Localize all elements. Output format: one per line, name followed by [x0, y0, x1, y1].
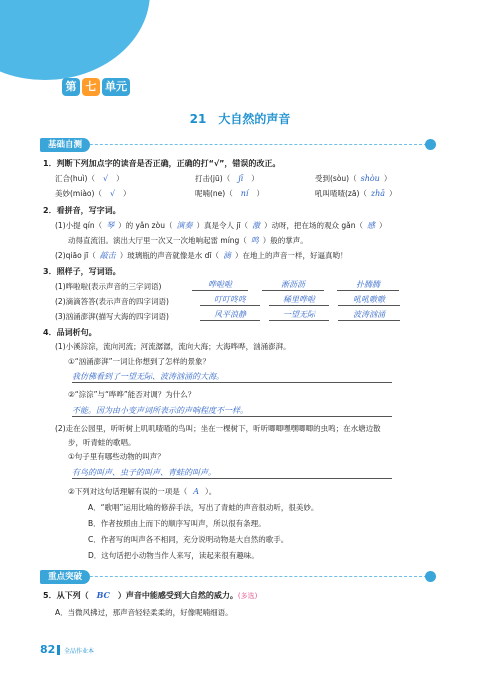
- q4-option-a: A．“歌唱”运用比喻的修辞手法，写出了青蛙的声音很动听，很美妙。: [88, 503, 319, 512]
- q3-row-2-ans-3: 吼吼嗷嗷: [338, 294, 400, 306]
- q3-row-2-label: (2)滴滴答答(表示声音的四字词语): [55, 297, 169, 306]
- section-end-dot: [425, 139, 436, 150]
- q4-s2-question-2: ②下列对这句话理解有误的一项是（ A ）。: [68, 487, 217, 496]
- q4-s1-question-1: ①“汹涌澎湃”一词让你想到了怎样的景象？: [68, 357, 210, 366]
- q4-sentence-2-cont: 步，听青蛙的歌唱。: [68, 438, 136, 447]
- q3-stem: 3．照样子，写词语。: [43, 267, 121, 276]
- q3-row-1-label: (1)哗啦啦(表示声音的三字词语): [55, 282, 162, 291]
- section-key: [40, 570, 432, 584]
- q3-row-2-ans-1: 叮叮咚咚: [200, 294, 260, 306]
- q4-s1-question-2: ②“淙淙”与“哗哗”能否对调？为什么？: [68, 390, 196, 399]
- q1-item-5: 呢喃(ne)（ ní ）: [195, 189, 264, 198]
- lesson-title: [0, 110, 480, 127]
- q2-line-3: (2)qiāo jī（ 敲击 ）玻璃瓶的声音就像是水 dī（ 滴 ）在地上的声音一样，好逼真哟！: [55, 251, 348, 260]
- section-key-label: 重点突破: [40, 570, 90, 584]
- q3-row-1-ans-2: 淅沥沥: [262, 279, 324, 291]
- q1-item-1: 汇合(huì)（ √ ）: [55, 174, 124, 183]
- q5-stem: 5．从下列（ BC ）声音中能感受到大自然的威力。(多选): [43, 590, 258, 600]
- q4-stem: 4．品词析句。: [43, 328, 97, 337]
- q4-option-c: C．作者写的叫声各不相同，充分说明动物是大自然的歌手。: [88, 535, 289, 544]
- lesson-name: 大自然的声音: [218, 112, 291, 126]
- page-number: 82: [40, 643, 56, 656]
- q3-row-1-ans-3: 扑腾腾: [337, 279, 399, 291]
- unit-badge: [62, 78, 130, 96]
- q4-sentence-1: (1)小溪淙淙，流向河流；河流潺潺，流向大海；大海哗哗，汹涌澎湃。: [55, 342, 291, 351]
- section-basic-label: 基础自测: [40, 138, 90, 152]
- q1-stem: 1．判断下列加点字的读音是否正确，正确的打“√”，错误的改正。: [43, 159, 281, 168]
- q4-s1-answer-2: 不能。因为由小变声词所表示的声响程度不一样。: [72, 405, 392, 417]
- q3-row-2-ans-2: 稀里哗啦: [269, 294, 329, 306]
- q4-option-d: D．这句话把小动物当作人来写，读起来很有趣味。: [88, 551, 259, 560]
- q4-s2-question-1: ①句子里有哪些动物的叫声？: [68, 452, 165, 461]
- q4-sentence-2: (2)走在公园里，听听树上叽叽喳喳的鸟叫；坐在一棵树下，听听唧唧嘿嘿唧唧的虫鸣；在水塘边散: [55, 424, 381, 433]
- footer-divider: [57, 645, 60, 655]
- lesson-number: 21: [189, 112, 207, 126]
- unit-char-1: 第: [62, 78, 80, 96]
- q3-row-3-label: (3)汹涌澎湃(描写大海的四字词语): [55, 312, 169, 321]
- section-end-dot: [425, 571, 436, 582]
- q1-item-2: 打击(jū)（ jī ）: [195, 174, 259, 183]
- q1-item-6: 吼叫喳喳(zā)（ zhā ）: [315, 189, 397, 198]
- q1-item-3: 受到(sòu)（ shòu ）: [315, 174, 392, 183]
- q3-row-3-ans-3: 波涛汹涌: [338, 309, 400, 321]
- q2-stem: 2．看拼音，写字词。: [43, 206, 121, 215]
- q2-line-2: 动得直流泪。演出大厅里一次又一次地响起雷 míng（ 鸣 ）般的掌声。: [68, 236, 308, 245]
- unit-char-2: 七: [82, 78, 100, 96]
- unit-char-3: 单元: [102, 78, 130, 96]
- q2-line-1: (1)小提 qín（ 琴 ）的 yǎn zòu（ 演奏 ）真是令人 jī（ 激 ）动呀，把在场的观众 gǎn（ 感 ）: [55, 221, 387, 230]
- q5-option-a: A．当微风拂过，那声音轻轻柔柔的，好像呢喃细语。: [55, 608, 233, 617]
- q1-item-4: 美妙(miào)（ √ ）: [55, 189, 131, 198]
- unit-header-blob: [0, 0, 150, 80]
- q3-row-1-ans-1: 哗啦啦: [192, 279, 248, 291]
- q3-row-3-ans-2: 一望无际: [269, 309, 329, 321]
- footer-text: 全品作业本: [64, 648, 95, 655]
- q3-row-3-ans-1: 风平浪静: [200, 309, 260, 321]
- section-basic: [40, 138, 432, 152]
- q4-option-b: B．作者按照由上而下的顺序写叫声，所以很有条理。: [88, 519, 266, 528]
- q4-s2-answer-1: 有鸟的叫声、虫子的叫声、青蛙的叫声。: [72, 467, 392, 479]
- q4-s1-answer-1: 我仿佛看到了一望无际、波涛汹涌的大海。: [72, 371, 392, 383]
